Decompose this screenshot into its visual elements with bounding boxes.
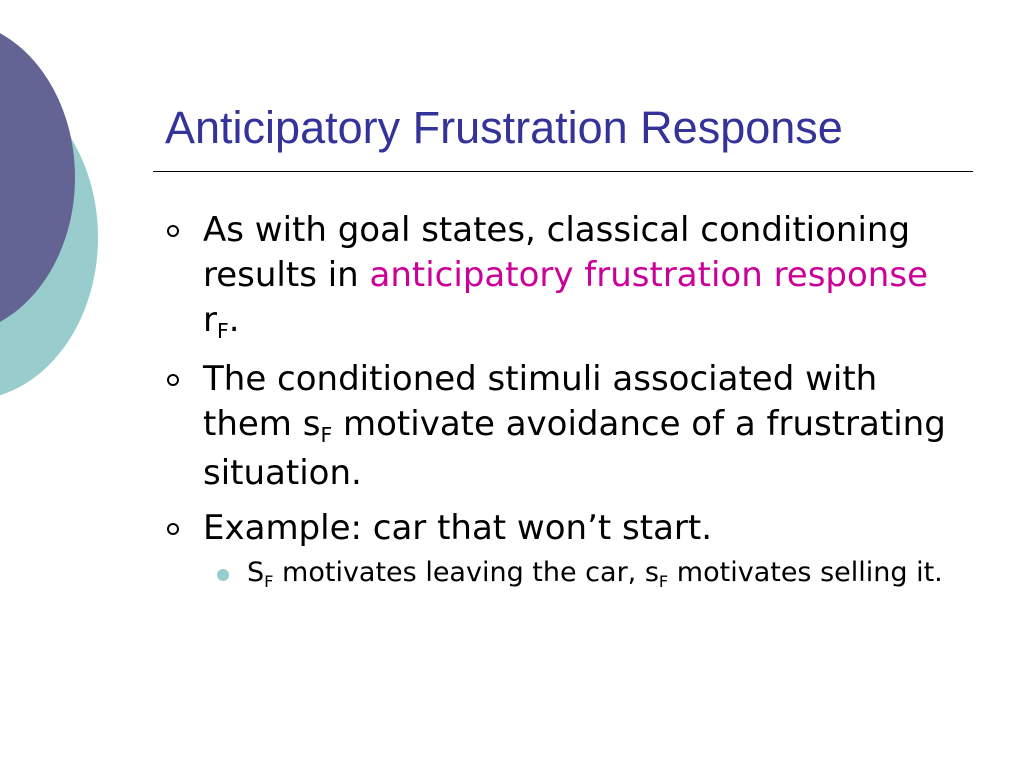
sub-bullet-text: motivates leaving the car, s bbox=[273, 557, 659, 588]
subscript: F bbox=[320, 423, 333, 448]
subscript: F bbox=[658, 571, 669, 591]
bullet-example bbox=[165, 506, 965, 551]
sub-bullet-s: S bbox=[247, 557, 265, 588]
sub-bullet-motivates bbox=[247, 555, 965, 594]
slide-title: Anticipatory Frustration Response bbox=[165, 102, 843, 153]
ring-bullet-icon bbox=[167, 374, 179, 386]
bullet-text: The conditioned stimuli associated with them s bbox=[203, 359, 878, 444]
ring-bullet-icon bbox=[167, 225, 179, 237]
ring-bullet-icon bbox=[167, 523, 179, 535]
sub-bullet-end: motivates selling it. bbox=[668, 557, 943, 588]
bullet-anticipatory-response bbox=[165, 208, 965, 347]
bullet-end: . bbox=[228, 300, 240, 340]
slide-body bbox=[165, 208, 965, 594]
highlighted-term: anticipatory frustration response bbox=[369, 255, 928, 295]
bullet-text: As with goal states, classical conditioning results in bbox=[203, 210, 911, 295]
bullet-text-cont: motivate avoidance of a frustrating situation. bbox=[203, 404, 946, 493]
bullet-symbol: r bbox=[203, 300, 217, 340]
bullet-conditioned-stimuli bbox=[165, 357, 965, 496]
title-divider bbox=[153, 171, 973, 172]
bullet-text: Example: car that won’t start. bbox=[203, 508, 713, 548]
subscript: F bbox=[216, 319, 229, 344]
subscript: F bbox=[264, 571, 274, 591]
dot-bullet-icon bbox=[217, 569, 229, 581]
